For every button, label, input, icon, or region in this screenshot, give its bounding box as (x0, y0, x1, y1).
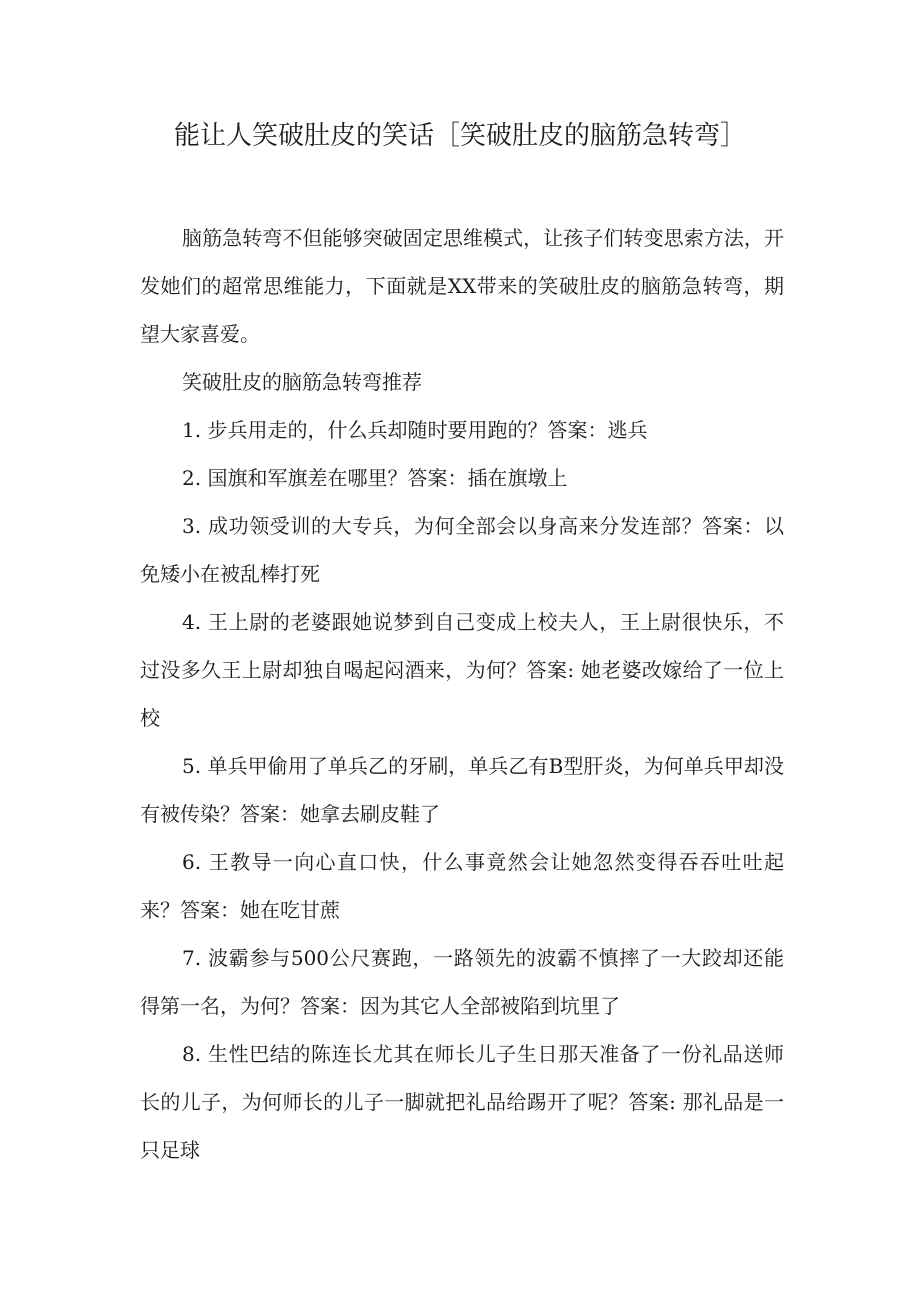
riddle-item-3: 3. 成功领受训的大专兵，为何全部会以身高来分发连部？答案：以免矮小在被乱棒打死 (140, 514, 784, 586)
riddle-item-2: 2. 国旗和军旗差在哪里？答案：插在旗墩上 (182, 466, 568, 490)
riddle-item-6: 6. 王教导一向心直口快，什么事竟然会让她忽然变得吞吞吐吐起来？答案：她在吃甘蔗 (140, 850, 784, 922)
riddle-item-4: 4. 王上尉的老婆跟她说梦到自己变成上校夫人，王上尉很快乐，不过没多久王上尉却独自喝起闷酒来，为何？答案: 她老婆改嫁给了一位上校 (140, 610, 784, 730)
riddle-item-8: 8. 生性巴结的陈连长尤其在师长儿子生日那天准备了一份礼品送师长的儿子，为何师长的儿子一脚就把礼品给踢开了呢？答案: 那礼品是一只足球 (140, 1042, 784, 1162)
riddle-item-7: 7. 波霸参与500公尺赛跑，一路领先的波霸不慎摔了一大跤却还能得第一名，为何？答案：因为其它人全部被陷到坑里了 (140, 946, 784, 1018)
riddle-item-1: 1. 步兵用走的，什么兵却随时要用跑的？答案：逃兵 (182, 418, 648, 442)
section-heading: 笑破肚皮的脑筋急转弯推荐 (182, 370, 422, 394)
intro-paragraph: 脑筋急转弯不但能够突破固定思维模式，让孩子们转变思索方法，开发她们的超常思维能力，下面就是XX带来的笑破肚皮的脑筋急转弯，期望大家喜爱。 (140, 226, 784, 346)
riddle-item-5: 5. 单兵甲偷用了单兵乙的牙刷，单兵乙有B型肝炎，为何单兵甲却没有被传染？答案：她拿去刷皮鞋了 (140, 754, 784, 826)
document-body (140, 214, 784, 1174)
document-title: 能让人笑破肚皮的笑话［笑破肚皮的脑筋急转弯］ (173, 121, 746, 151)
